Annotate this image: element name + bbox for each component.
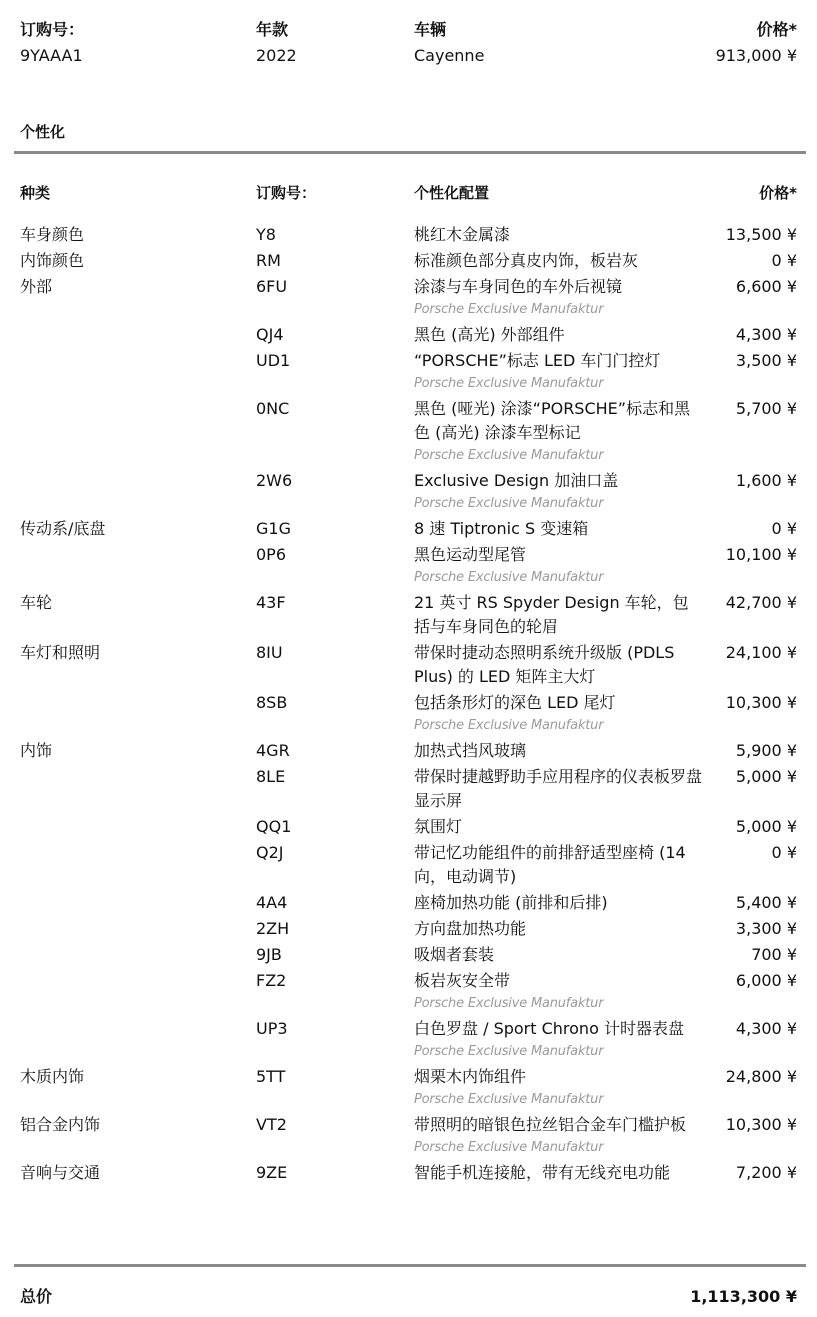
row-description	[414, 223, 704, 247]
row-price: 5,400 ¥	[735, 893, 797, 912]
order-number-cell	[20, 20, 84, 68]
row-order-code: 4GR	[256, 741, 290, 760]
row-description	[414, 249, 704, 273]
row-description-text: 带照明的暗银色拉丝铝合金车门槛护板	[414, 1115, 687, 1134]
row-price: 7,200 ¥	[735, 1163, 797, 1182]
column-header-config: 个性化配置	[414, 184, 490, 202]
row-category: 车轮	[20, 593, 53, 612]
row-category: 传动系/底盘	[20, 519, 106, 538]
row-description-text: 带保时捷越野助手应用程序的仪表板罗盘显示屏	[414, 767, 703, 810]
row-price: 3,300 ¥	[735, 919, 797, 938]
row-manufaktur-note: Porsche Exclusive Manufaktur	[414, 376, 604, 391]
row-category: 音响与交通	[20, 1163, 101, 1182]
row-order-code: Q2J	[256, 843, 284, 862]
row-description-text: Exclusive Design 加油口盖	[414, 471, 619, 490]
row-manufaktur-note: Porsche Exclusive Manufaktur	[414, 1092, 604, 1107]
table-row	[0, 1161, 817, 1185]
vehicle-cell	[414, 20, 484, 68]
table-row	[0, 249, 817, 273]
row-category: 车灯和照明	[20, 643, 101, 662]
row-price: 5,900 ¥	[735, 741, 797, 760]
row-order-code: UD1	[256, 351, 291, 370]
row-category: 木质内饰	[20, 1067, 85, 1086]
table-row	[0, 223, 817, 247]
row-description	[414, 397, 704, 467]
row-description-text: 烟栗木内饰组件	[414, 1067, 527, 1086]
table-row	[0, 543, 817, 589]
row-price: 10,100 ¥	[725, 545, 797, 564]
column-header-order: 订购号：	[256, 184, 317, 202]
row-order-code: 2ZH	[256, 919, 290, 938]
row-description-text: 21 英寸 RS Spyder Design 车轮，包括与车身同色的轮眉	[414, 593, 689, 636]
row-order-code: 8LE	[256, 767, 286, 786]
table-row	[0, 469, 817, 515]
row-price: 24,800 ¥	[725, 1067, 797, 1086]
row-price: 0 ¥	[771, 251, 797, 270]
row-order-code: Y8	[256, 225, 276, 244]
row-description	[414, 1113, 704, 1159]
row-description	[414, 275, 704, 321]
options-table	[0, 223, 817, 1187]
row-price: 4,300 ¥	[735, 1019, 797, 1038]
table-row	[0, 397, 817, 467]
order-number-label: 订购号：	[20, 20, 85, 39]
row-description-text: 包括条形灯的深色 LED 尾灯	[414, 693, 616, 712]
table-row	[0, 891, 817, 915]
row-description	[414, 1161, 704, 1185]
row-description-text: 吸烟者套装	[414, 945, 495, 964]
row-order-code: 6FU	[256, 277, 288, 296]
row-description	[414, 469, 704, 515]
row-description-text: 涂漆与车身同色的车外后视镜	[414, 277, 623, 296]
row-order-code: 4A4	[256, 893, 288, 912]
total-label: 总价	[20, 1287, 53, 1306]
row-order-code: VT2	[256, 1115, 287, 1134]
table-row	[0, 349, 817, 395]
base-price-label: 价格*	[756, 20, 797, 39]
row-description-text: 黑色 (高光) 外部组件	[414, 325, 565, 344]
row-description-text: 方向盘加热功能	[414, 919, 527, 938]
row-description	[414, 591, 704, 639]
row-description	[414, 543, 704, 589]
row-manufaktur-note: Porsche Exclusive Manufaktur	[414, 718, 604, 733]
row-order-code: QQ1	[256, 817, 292, 836]
row-manufaktur-note: Porsche Exclusive Manufaktur	[414, 996, 604, 1011]
row-price: 0 ¥	[771, 843, 797, 862]
row-description-text: 座椅加热功能 (前排和后排)	[414, 893, 608, 912]
row-order-code: 8IU	[256, 643, 283, 662]
table-row	[0, 841, 817, 889]
row-description-text: 带保时捷动态照明系统升级版 (PDLS Plus) 的 LED 矩阵主大灯	[414, 643, 675, 686]
row-price: 3,500 ¥	[735, 351, 797, 370]
row-order-code: 9ZE	[256, 1163, 288, 1182]
row-price: 1,600 ¥	[735, 471, 797, 490]
row-description	[414, 917, 704, 941]
row-description-text: 标准颜色部分真皮内饰，板岩灰	[414, 251, 639, 270]
column-header-category: 种类	[20, 184, 51, 202]
table-row	[0, 1017, 817, 1063]
divider	[14, 1264, 806, 1267]
row-description-text: 板岩灰安全带	[414, 971, 511, 990]
total-row	[0, 1286, 817, 1308]
table-row	[0, 739, 817, 763]
row-category: 车身颜色	[20, 225, 85, 244]
row-price: 42,700 ¥	[725, 593, 797, 612]
row-order-code: 43F	[256, 593, 286, 612]
row-order-code: UP3	[256, 1019, 288, 1038]
divider	[14, 151, 806, 154]
table-row	[0, 1113, 817, 1159]
vehicle-header	[0, 20, 817, 80]
model-year-cell	[256, 20, 297, 68]
table-row	[0, 517, 817, 541]
row-price: 10,300 ¥	[725, 1115, 797, 1134]
row-manufaktur-note: Porsche Exclusive Manufaktur	[414, 1044, 604, 1059]
table-row	[0, 691, 817, 737]
row-description-text: 氛围灯	[414, 817, 463, 836]
row-price: 700 ¥	[751, 945, 797, 964]
row-price: 24,100 ¥	[725, 643, 797, 662]
model-year-value: 2022	[256, 46, 297, 65]
row-price: 5,000 ¥	[735, 767, 797, 786]
row-category: 外部	[20, 277, 53, 296]
row-price: 13,500 ¥	[725, 225, 797, 244]
column-header-price: 价格*	[759, 184, 797, 202]
row-description	[414, 1065, 704, 1111]
model-year-label: 年款	[256, 20, 289, 39]
row-description	[414, 891, 704, 915]
row-description	[414, 841, 704, 889]
row-price: 0 ¥	[771, 519, 797, 538]
row-description	[414, 739, 704, 763]
order-number-value: 9YAAA1	[20, 46, 83, 65]
row-order-code: 8SB	[256, 693, 288, 712]
row-price: 4,300 ¥	[735, 325, 797, 344]
row-description	[414, 815, 704, 839]
table-row	[0, 323, 817, 347]
table-row	[0, 641, 817, 689]
row-description-text: 智能手机连接舱，带有无线充电功能	[414, 1163, 671, 1182]
row-price: 6,000 ¥	[735, 971, 797, 990]
base-price-cell	[716, 20, 797, 68]
row-order-code: QJ4	[256, 325, 284, 344]
table-row	[0, 917, 817, 941]
row-order-code: 5TT	[256, 1067, 286, 1086]
row-order-code: 0P6	[256, 545, 287, 564]
row-description	[414, 691, 704, 737]
row-price: 10,300 ¥	[725, 693, 797, 712]
row-description	[414, 641, 704, 689]
row-description-text: 白色罗盘 / Sport Chrono 计时器表盘	[414, 1019, 684, 1038]
row-description-text: 带记忆功能组件的前排舒适型座椅 (14 向，电动调节)	[414, 843, 686, 886]
row-order-code: RM	[256, 251, 281, 270]
row-description	[414, 1017, 704, 1063]
table-row	[0, 969, 817, 1015]
row-description	[414, 969, 704, 1015]
row-price: 6,600 ¥	[735, 277, 797, 296]
row-description-text: 黑色 (哑光) 涂漆“PORSCHE”标志和黑色 (高光) 涂漆车型标记	[414, 399, 691, 442]
row-manufaktur-note: Porsche Exclusive Manufaktur	[414, 570, 604, 585]
row-order-code: G1G	[256, 519, 291, 538]
table-row	[0, 275, 817, 321]
row-order-code: FZ2	[256, 971, 287, 990]
row-description	[414, 323, 704, 347]
row-description-text: 黑色运动型尾管	[414, 545, 527, 564]
total-value: 1,113,300 ¥	[690, 1287, 797, 1306]
vehicle-label: 车辆	[414, 20, 447, 39]
row-category: 内饰颜色	[20, 251, 85, 270]
row-manufaktur-note: Porsche Exclusive Manufaktur	[414, 496, 604, 511]
row-order-code: 9JB	[256, 945, 282, 964]
table-row	[0, 943, 817, 967]
table-row	[0, 815, 817, 839]
row-description	[414, 943, 704, 967]
row-order-code: 2W6	[256, 471, 293, 490]
row-description-text: “PORSCHE”标志 LED 车门门控灯	[414, 351, 661, 370]
section-title: 个性化	[20, 123, 66, 141]
row-manufaktur-note: Porsche Exclusive Manufaktur	[414, 1140, 604, 1155]
row-price: 5,000 ¥	[735, 817, 797, 836]
row-category: 铝合金内饰	[20, 1115, 101, 1134]
row-order-code: 0NC	[256, 399, 290, 418]
row-price: 5,700 ¥	[735, 399, 797, 418]
row-description	[414, 765, 704, 813]
row-description-text: 桃红木金属漆	[414, 225, 511, 244]
base-price-value: 913,000 ¥	[715, 46, 797, 65]
row-description	[414, 517, 704, 541]
table-header	[0, 183, 817, 203]
table-row	[0, 591, 817, 639]
vehicle-value: Cayenne	[414, 46, 485, 65]
row-category: 内饰	[20, 741, 53, 760]
row-description-text: 加热式挡风玻璃	[414, 741, 527, 760]
table-row	[0, 1065, 817, 1111]
row-description-text: 8 速 Tiptronic S 变速箱	[414, 519, 589, 538]
row-manufaktur-note: Porsche Exclusive Manufaktur	[414, 448, 604, 463]
row-description	[414, 349, 704, 395]
row-manufaktur-note: Porsche Exclusive Manufaktur	[414, 302, 604, 317]
table-row	[0, 765, 817, 813]
